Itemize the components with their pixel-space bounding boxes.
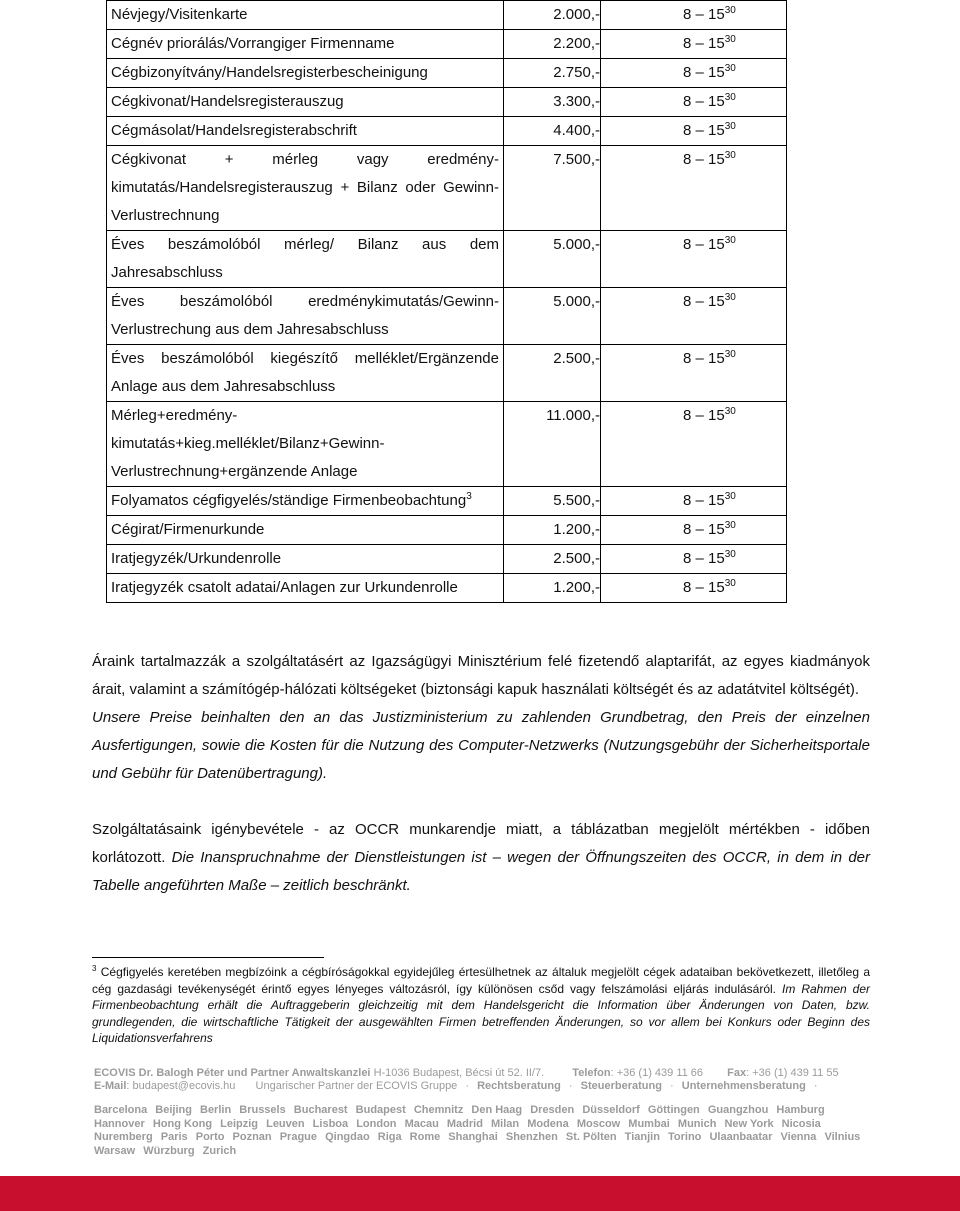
footer-contact-line [94,1067,884,1081]
service-name: Éves beszámolóból mérleg/ Bilanz aus dem Jahresabschluss [111,236,499,281]
opening-hours-minutes: 30 [724,491,736,502]
opening-hours-cell [601,30,787,59]
price: 11.000,- [546,407,600,424]
service-name-cell [107,487,504,516]
price: 4.400,- [553,122,600,139]
footer-dot: · [465,1080,470,1092]
footer-email[interactable]: : budapest@ecovis.hu [126,1080,236,1092]
opening-hours-cell [601,231,787,288]
price-cell [504,545,601,574]
service-name: Folyamatos cégfigyelés/ständige Firmenbeobachtung [111,492,467,509]
opening-hours-minutes: 30 [724,235,736,246]
footer-city: Budapest [355,1104,406,1116]
fee-table-row [107,88,787,117]
service-name-cell [107,59,504,88]
footer-city: Modena [527,1117,569,1130]
footer-brand-bar [0,1176,960,1211]
footer-city: Ulaanbaatar [709,1131,773,1143]
footer-city: Düsseldorf [582,1104,640,1116]
price-cell [504,288,601,345]
footer-city: Leipzig [220,1117,259,1130]
price: 2.500,- [553,350,600,367]
fee-table-row [107,117,787,146]
footer-city: St. Pölten [565,1131,617,1143]
opening-hours-cell [601,88,787,117]
footer-address: H-1036 Budapest, Bécsi út 52. II/7. [373,1067,545,1079]
fee-table-row [107,545,787,574]
opening-hours-minutes: 30 [724,121,736,132]
footer-city: Dresden [530,1104,575,1116]
opening-hours: 8 – 15 [683,550,725,567]
footer-city: Den Haag [471,1104,523,1116]
opening-hours: 8 – 15 [683,35,725,52]
opening-hours-cell [601,1,787,30]
service-name: Cégirat/Firmenurkunde [111,521,265,538]
footer-service-consulting: Unternehmensberatung [681,1080,806,1092]
opening-hours-minutes: 30 [724,406,736,417]
opening-hours-cell [601,117,787,146]
service-name-cell [107,146,504,231]
opening-hours-minutes: 30 [724,292,736,303]
fee-table-row [107,59,787,88]
footer-partner: Ungarischer Partner der ECOVIS Gruppe [255,1080,458,1092]
opening-hours: 8 – 15 [683,293,725,310]
fee-table-row [107,30,787,59]
fee-table-row [107,231,787,288]
fee-table-row [107,345,787,402]
footer-city: Warsaw [94,1144,136,1157]
opening-hours-cell [601,487,787,516]
price: 2.200,- [553,35,600,52]
price: 2.000,- [553,6,600,23]
footnote-marker: 3 [92,964,97,973]
footer-city: Göttingen [647,1104,700,1116]
opening-hours: 8 – 15 [683,93,725,110]
service-name-cell [107,1,504,30]
fee-table-body [107,1,787,603]
footer-city: Qingdao [325,1131,370,1143]
footer-city: Hannover [94,1117,145,1130]
footer-city: Macau [404,1117,439,1130]
footer-city: Riga [377,1131,402,1143]
opening-hours-cell [601,146,787,231]
opening-hours-minutes: 30 [724,63,736,74]
service-name-cell [107,88,504,117]
fee-table-row [107,288,787,345]
paragraph-service-hours [92,816,870,900]
footer-city: Tianjin [624,1131,660,1143]
price: 2.750,- [553,64,600,81]
footnote-text-de: Im Rahmen der Firmenbeobachtung erhält die Auftraggeberin gleichzeitig mit dem Handelsgericht die Information über Änderungen von Daten, bzw. grundlegenden, die wirtschaftliche Tätigkeit der ausgewählten Firmen betreffenden Änderungen, so vor allem bei Konkurs oder Beginn des Liquidationsverfahrens [92,981,870,1045]
footer-city: Moscow [576,1117,621,1130]
service-name: Cégmásolat/Handelsregisterabschrift [111,122,357,139]
opening-hours-cell [601,288,787,345]
footer-fax-label: Fax [727,1067,747,1079]
service-name: Cégkivonat/Handelsregisterauszug [111,93,344,110]
fee-table-row [107,146,787,231]
footer-dot: · [813,1080,818,1092]
service-name: Iratjegyzék csatolt adatai/Anlagen zur Urkundenrolle [111,579,458,596]
footer-telefon: : +36 (1) 439 11 66 [610,1067,704,1079]
service-name: Névjegy/Visitenkarte [111,6,248,23]
opening-hours: 8 – 15 [683,64,725,81]
opening-hours: 8 – 15 [683,6,725,23]
footer-city: Shanghai [448,1131,498,1143]
paragraph-prices-hu: Áraink tartalmazzák a szolgáltatásért az Igazságügyi Minisztérium felé fizetendő alaptarifát, az egyes kiadmányok árait, valamint a számítógép-hálózati költségeket (biztonsági kapuk használati költségét és az adatátvitel költségét). [92,653,870,698]
footer-city: Berlin [200,1104,232,1116]
opening-hours-minutes: 30 [724,92,736,103]
service-name-cell [107,345,504,402]
price-cell [504,117,601,146]
footnote-text-hu: Cégfigyelés keretében megbízóink a cégbíróságokkal egyidejűleg értesülhetnek az általuk megjelölt cégek adataiban bekövetkezett, illetőleg a cég gazdasági tevékenységét érintő egyes lényeges változásról, így különösen csőd vagy felszámolási eljárás indulásáról. [92,965,870,996]
footer-city: Munich [677,1117,717,1130]
footer-city: Rome [409,1131,441,1143]
opening-hours-minutes: 30 [724,578,736,589]
price: 5.000,- [553,293,600,310]
footer-city: Brussels [239,1104,286,1116]
footer-city: Paris [160,1131,188,1143]
service-name: Iratjegyzék/Urkundenrolle [111,550,282,567]
opening-hours: 8 – 15 [683,350,725,367]
footer-city: Nuremberg [94,1131,153,1143]
price-cell [504,574,601,603]
footnote [92,964,870,1047]
opening-hours-cell [601,345,787,402]
footer-city: Barcelona [94,1104,148,1116]
fee-table-row [107,516,787,545]
footer-city: Guangzhou [707,1104,769,1116]
footer-service-tax: Steuerberatung [580,1080,662,1092]
price-cell [504,231,601,288]
service-name-cell [107,574,504,603]
footer-city: Poznan [232,1131,272,1143]
footer-city: Beijing [155,1104,192,1116]
opening-hours-minutes: 30 [724,520,736,531]
footer-dot: · [568,1080,573,1092]
opening-hours-minutes: 30 [724,34,736,45]
footer-city: New York [724,1117,774,1130]
price: 2.500,- [553,550,600,567]
footer-city: London [356,1117,397,1130]
service-name-cell [107,30,504,59]
service-name: Cégkivonat + mérleg vagy eredmény-kimutatás/Handelsregisterauszug + Bilanz oder Gewinn-Verlustrechnung [111,151,499,224]
footer-city: Mumbai [628,1117,670,1130]
footer-firm-name: ECOVIS Dr. Balogh Péter und Partner Anwaltskanzlei [94,1067,371,1079]
service-name-cell [107,231,504,288]
opening-hours: 8 – 15 [683,492,725,509]
price-cell [504,516,601,545]
service-name-cell [107,516,504,545]
service-name: Éves beszámolóból eredménykimutatás/Gewinn-Verlustrechung aus dem Jahresabschluss [111,293,499,338]
footer-city: Chemnitz [413,1104,464,1116]
price: 1.200,- [553,521,600,538]
footer-city: Nicosia [781,1117,821,1130]
opening-hours-cell [601,59,787,88]
service-name-cell [107,288,504,345]
price-cell [504,402,601,487]
service-name: Cégnév priorálás/Vorrangiger Firmenname [111,35,395,52]
footer-city: Shenzhen [505,1131,558,1143]
paragraph-hours-de: Die Inanspruchnahme der Dienstleistungen ist – wegen der Öffnungszeiten des OCCR, in dem in der Tabelle angeführten Maße – zeitlich beschränkt. [92,849,870,894]
service-name-cell [107,117,504,146]
price-cell [504,88,601,117]
footer-city: Madrid [446,1117,483,1130]
opening-hours-cell [601,516,787,545]
price: 7.500,- [553,151,600,168]
paragraph-prices [92,648,870,788]
opening-hours-cell [601,545,787,574]
price: 5.000,- [553,236,600,253]
footer-city: Torino [667,1131,702,1143]
opening-hours: 8 – 15 [683,122,725,139]
fee-table-row [107,402,787,487]
opening-hours: 8 – 15 [683,521,725,538]
opening-hours-minutes: 30 [724,349,736,360]
opening-hours: 8 – 15 [683,151,725,168]
footer-city: Milan [491,1117,520,1130]
opening-hours-minutes: 30 [724,549,736,560]
price: 5.500,- [553,492,600,509]
price-cell [504,1,601,30]
footnote-reference: 3 [466,491,472,502]
footer-city-list [94,1104,884,1158]
footer-city: Porto [195,1131,225,1143]
service-name-cell [107,545,504,574]
price-cell [504,487,601,516]
footer-email-line [94,1080,884,1094]
fee-table-row [107,487,787,516]
paragraph-prices-de: Unsere Preise beinhalten den an das Justizministerium zu zahlenden Grundbetrag, den Preis der einzelnen Ausfertigungen, sowie die Kosten für die Nutzung des Computer-Netzwerks (Nutzungsgebühr der Sicherheitsportale und Gebühr für Datenübertragung). [92,709,870,782]
footnote-separator [92,957,324,958]
service-name: Éves beszámolóból kiegészítő melléklet/Ergänzende Anlage aus dem Jahresabschluss [111,350,499,395]
footer-city: Vienna [780,1131,817,1143]
footer-city: Würzburg [143,1144,195,1157]
footer-fax: : +36 (1) 439 11 55 [746,1067,839,1079]
price-cell [504,30,601,59]
footer-city: Lisboa [312,1117,349,1130]
opening-hours: 8 – 15 [683,407,725,424]
service-name: Cégbizonyítvány/Handelsregisterbescheinigung [111,64,428,81]
fee-table-row [107,574,787,603]
opening-hours-cell [601,574,787,603]
footer-city: Prague [279,1131,318,1143]
footer-city: Leuven [266,1117,305,1130]
fee-table [106,0,787,603]
service-name: Mérleg+eredmény-kimutatás+kieg.melléklet/Bilanz+Gewinn-Verlustrechnung+ergänzende Anlage [111,407,385,480]
price: 3.300,- [553,93,600,110]
footer-dot: · [670,1080,674,1092]
opening-hours: 8 – 15 [683,236,725,253]
footer-telefon-label: Telefon [572,1067,611,1079]
opening-hours: 8 – 15 [683,579,725,596]
price-cell [504,59,601,88]
footer-city: Zurich [202,1144,237,1157]
footer-city: Vilnius [824,1131,861,1143]
paragraph-hours-hu: Szolgáltatásaink igénybevétele - az OCCR munkarendje miatt, a táblázatban megjelölt mértékben - időben korlátozott. [92,821,870,866]
opening-hours-cell [601,402,787,487]
footer-service-legal: Rechtsberatung [477,1080,561,1092]
service-name-cell [107,402,504,487]
footer-city: Hong Kong [152,1117,213,1130]
footer-city: Hamburg [776,1104,825,1116]
price-cell [504,345,601,402]
opening-hours-minutes: 30 [724,150,736,161]
footer-city: Bucharest [293,1104,348,1116]
price: 1.200,- [553,579,600,596]
opening-hours-minutes: 30 [724,5,736,16]
price-cell [504,146,601,231]
footer-email-label: E-Mail [94,1080,127,1092]
fee-table-row [107,1,787,30]
